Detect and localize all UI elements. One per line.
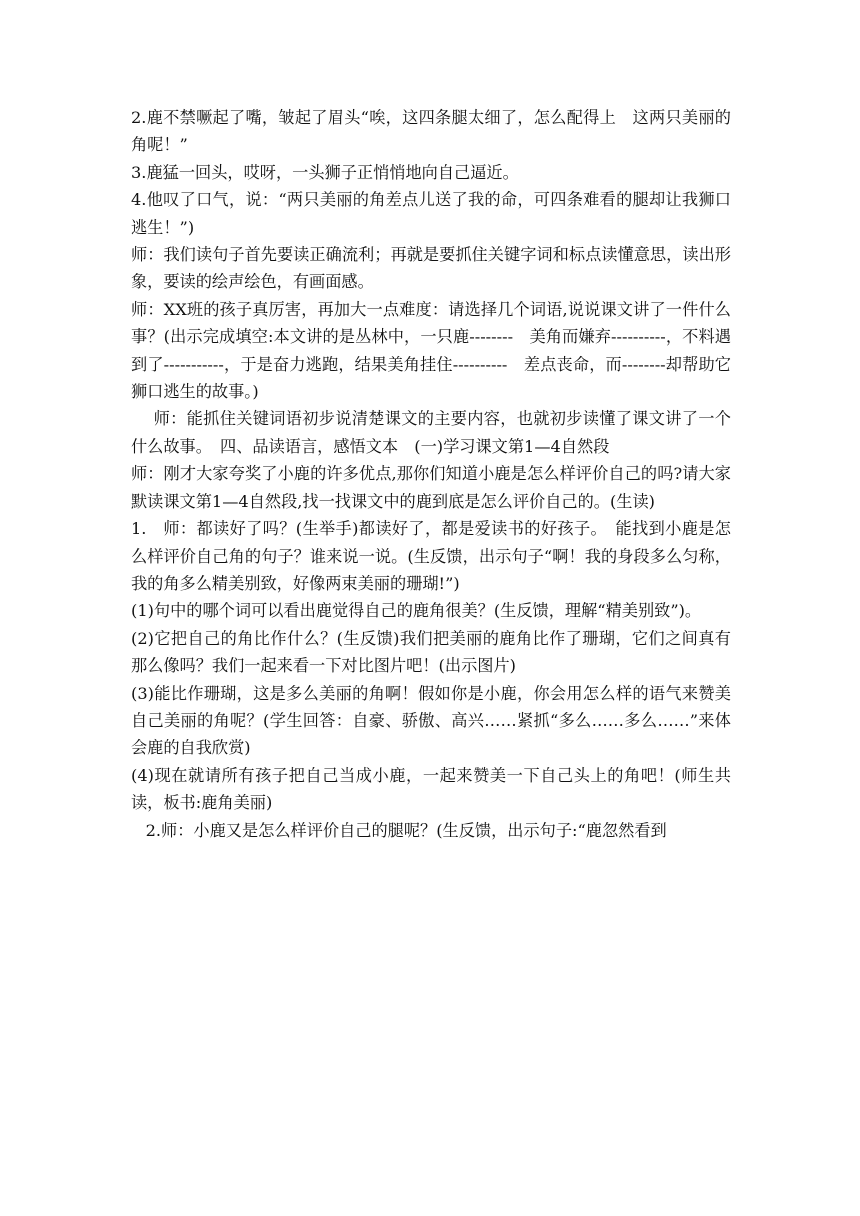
- paragraph: 4.他叹了口气，说：“两只美丽的角差点儿送了我的命，可四条难看的腿却让我狮口逃生！”): [131, 190, 731, 237]
- paragraph: 2.师：小鹿又是怎么样评价自己的腿呢？(生反馈，出示句子:“鹿忽然看到: [145, 820, 667, 840]
- paragraph: 师：能抓住关键词语初步说清楚课文的主要内容，也就初步读懂了课文讲了一个什么故事。 四、品读语言，感悟文本 (一)学习课文第1—4自然段: [131, 409, 731, 456]
- paragraph: 师：XX班的孩子真厉害，再加大一点难度：请选择几个词语,说说课文讲了一件什么事？(出示完成填空:本文讲的是丛林中，一只鹿-------- 美角而嫌弃----------，不料遇到了-----------，于是奋力逃跑，结果美角挂住---------- 差点丧命，而--------却帮助它狮口逃生的故事。): [131, 299, 731, 402]
- paragraph: (3)能比作珊瑚，这是多么美丽的角啊！假如你是小鹿，你会用怎么样的语气来赞美自己美丽的角呢？(学生回答：自豪、骄傲、高兴……紧抓“多么……多么……”来体会鹿的自我欣赏): [131, 683, 731, 758]
- paragraph: 师：我们读句子首先要读正确流利；再就是要抓住关键字词和标点读懂意思，读出形象，要读的绘声绘色，有画面感。: [131, 245, 731, 292]
- paragraph: 师：刚才大家夸奖了小鹿的许多优点,那你们知道小鹿是怎么样评价自己的吗?请大家默读课文第1—4自然段,找一找课文中的鹿到底是怎么评价自己的。(生读): [131, 464, 731, 511]
- paragraph: (1)句中的哪个词可以看出鹿觉得自己的鹿角很美？(生反馈，理解“精美别致”)。: [131, 601, 702, 621]
- paragraph: (4)现在就请所有孩子把自己当成小鹿，一起来赞美一下自己头上的角吧！(师生共读，板书:鹿角美丽): [131, 765, 731, 813]
- paragraph: 3.鹿猛一回头，哎呀，一头狮子正悄悄地向自己逼近。: [131, 162, 519, 182]
- document-body: [131, 104, 731, 844]
- paragraph: (2)它把自己的角比作什么？(生反馈)我们把美丽的鹿角比作了珊瑚，它们之间真有那么像吗？我们一起来看一下对比图片吧！(出示图片): [131, 628, 731, 676]
- paragraph: 2.鹿不禁噘起了嘴，皱起了眉头“唉，这四条腿太细了，怎么配得上 这两只美丽的角呢！”: [131, 108, 731, 155]
- paragraph: 1. 师：都读好了吗？(生举手)都读好了，都是爱读书的好孩子。 能找到小鹿是怎么样评价自己角的句子？谁来说一说。(生反馈，出示句子“啊！我的身段多么匀称，我的角多么精美别致，好像两束美丽的珊瑚!”): [131, 519, 731, 593]
